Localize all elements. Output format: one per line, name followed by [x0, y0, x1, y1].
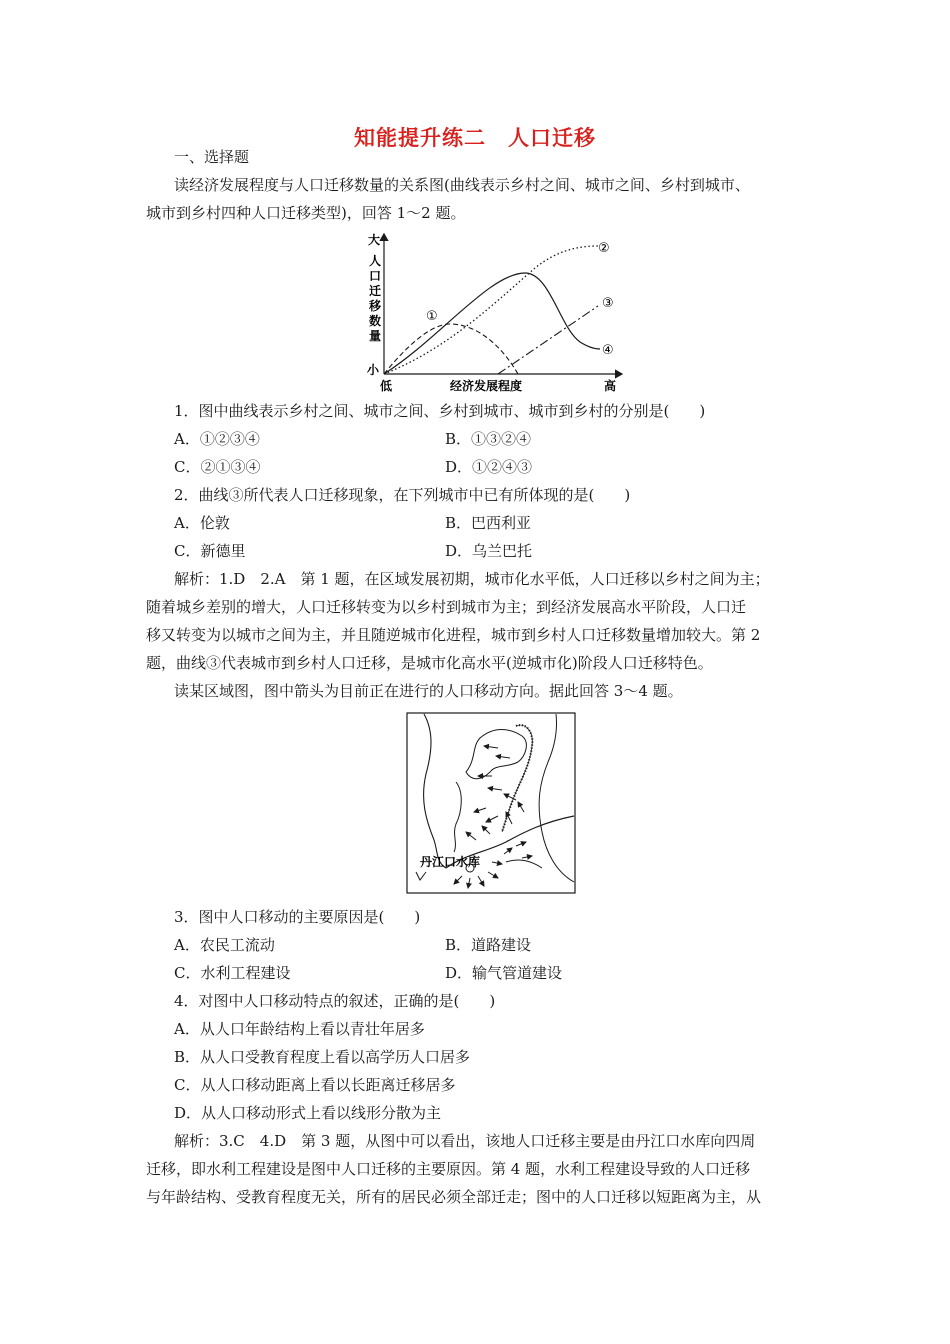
q1-option-d: D．①②④③ — [445, 458, 533, 476]
q4-option-c: C．从人口移动距离上看以长距离迁移居多 — [174, 1076, 456, 1094]
analysis1-line-1: 解析：1.D 2.A 第 1 题，在区域发展初期，城市化水平低，人口迁移以乡村之间为主； — [174, 570, 770, 588]
q2-option-c: C．新德里 — [174, 542, 246, 560]
y-axis-title-char: 量 — [369, 329, 382, 343]
y-axis-title-char: 人 — [369, 254, 382, 268]
curve-4 — [384, 273, 600, 374]
y-axis-title — [368, 254, 382, 343]
curve-label: ① — [426, 309, 438, 324]
q1-stem: 1．图中曲线表示乡村之间、城市之间、乡村到城市、城市到乡村的分别是( ) — [174, 402, 706, 420]
q4-stem: 4．对图中人口移动特点的叙述，正确的是( ) — [174, 992, 496, 1010]
y-axis-title-char: 口 — [369, 269, 382, 283]
q1-option-c: C．②①③④ — [174, 458, 261, 476]
q2-option-b: B．巴西利亚 — [445, 514, 532, 532]
x-axis-high-label: 高 — [604, 379, 617, 393]
q4-option-d: D．从人口移动形式上看以线形分散为主 — [174, 1104, 442, 1122]
y-axis-bottom-label: 小 — [367, 363, 380, 377]
y-axis-top-label: 大 — [368, 233, 381, 247]
q2-stem: 2．曲线③所代表人口迁移现象，在下列城市中已有所体现的是( ) — [174, 486, 631, 504]
analysis2-line-3: 与年龄结构、受教育程度无关，所有的居民必须全部迁走；图中的人口迁移以短距离为主，从 — [146, 1188, 762, 1206]
q3-option-d: D．输气管道建设 — [445, 964, 563, 982]
q2-option-d: D．乌兰巴托 — [445, 542, 533, 560]
reservoir-label: 丹江口水库 — [420, 855, 481, 869]
analysis2-line-2: 迁移，即水利工程建设是图中人口迁移的主要原因。第 4 题，水利工程建设导致的人口迁移 — [146, 1160, 751, 1178]
section-heading: 一、选择题 — [174, 148, 250, 166]
q4-option-a: A．从人口年龄结构上看以青壮年居多 — [174, 1020, 425, 1038]
q1-option-a: A．①②③④ — [174, 430, 260, 448]
y-axis-title-char: 数 — [369, 314, 382, 328]
q4-option-b: B．从人口受教育程度上看以高学历人口居多 — [174, 1048, 471, 1066]
analysis1-line-3: 移又转变为以城市之间为主，并且随逆城市化进程，城市到乡村人口迁移数量增加较大。第 2 — [146, 626, 761, 644]
region-map-figure — [406, 712, 576, 894]
curve-label: ③ — [602, 296, 614, 311]
intro2-line: 读某区域图，图中箭头为目前正在进行的人口移动方向。据此回答 3～4 题。 — [174, 682, 683, 700]
analysis1-line-2: 随着城乡差别的增大，人口迁移转变为以乡村到城市为主；到经济发展高水平阶段，人口迁 — [146, 598, 747, 616]
q3-option-b: B．道路建设 — [445, 936, 532, 954]
y-axis-title-char: 迁 — [369, 284, 382, 298]
x-axis-title: 经济发展程度 — [450, 379, 523, 393]
curve-2 — [384, 246, 598, 374]
curve-1 — [384, 324, 518, 374]
migration-curves-figure — [360, 228, 630, 398]
intro1-line-2: 城市到乡村四种人口迁移类型)，回答 1～2 题。 — [146, 204, 466, 222]
curve-label: ④ — [602, 343, 614, 358]
q3-stem: 3．图中人口移动的主要原因是( ) — [174, 908, 421, 926]
analysis1-line-4: 题，曲线③代表城市到乡村人口迁移，是城市化高水平(逆城市化)阶段人口迁移特色。 — [146, 654, 713, 672]
q3-option-c: C．水利工程建设 — [174, 964, 291, 982]
y-axis-title-char: 移 — [369, 299, 382, 313]
curve-3 — [498, 306, 598, 374]
q2-option-a: A．伦敦 — [174, 514, 230, 532]
curve-labels — [426, 241, 614, 358]
page-title: 知能提升练二 人口迁移 — [354, 126, 596, 150]
curve-label: ② — [598, 241, 610, 256]
q3-option-a: A．农民工流动 — [174, 936, 275, 954]
intro1-line-1: 读经济发展程度与人口迁移数量的关系图(曲线表示乡村之间、城市之间、乡村到城市、 — [174, 176, 750, 194]
analysis2-line-1: 解析：3.C 4.D 第 3 题，从图中可以看出，该地人口迁移主要是由丹江口水库向四周 — [174, 1132, 756, 1150]
q1-option-b: B．①③②④ — [445, 430, 532, 448]
x-axis-low-label: 低 — [380, 379, 393, 393]
